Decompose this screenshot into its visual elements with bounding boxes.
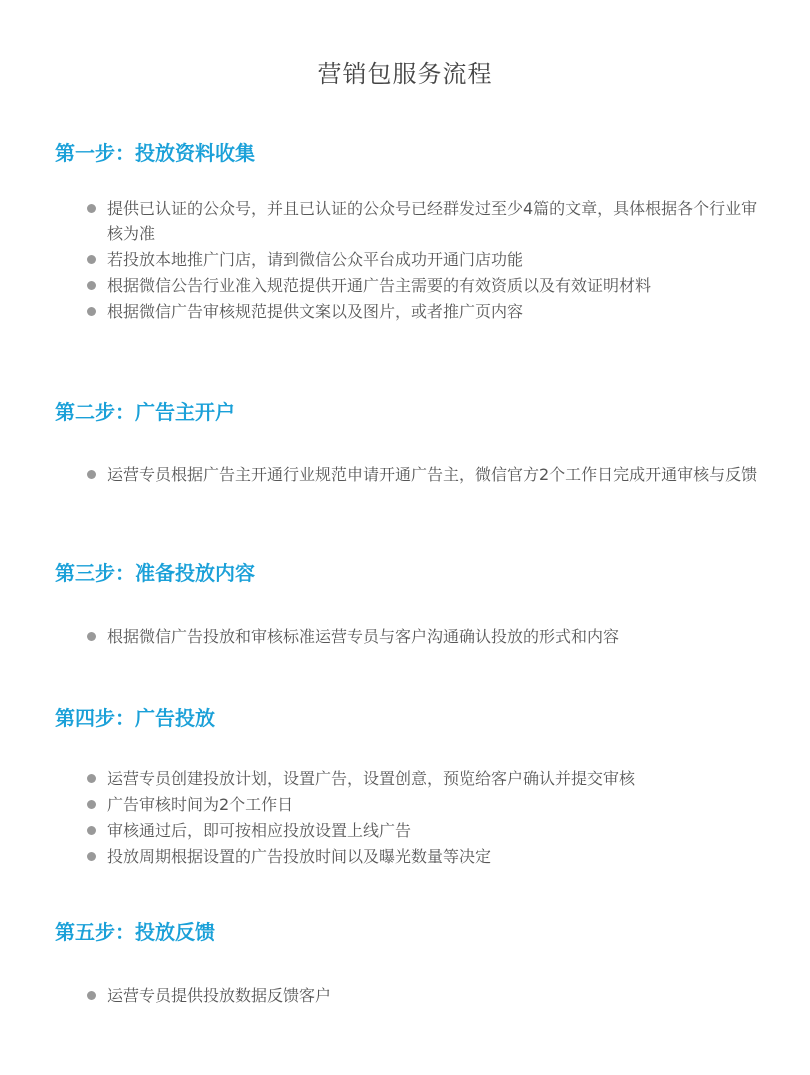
list-item-text: 广告审核时间为2个工作日	[107, 795, 294, 814]
step-1-list	[85, 196, 765, 325]
step-4-list	[85, 766, 765, 870]
list-item-text: 运营专员提供投放数据反馈客户	[107, 986, 332, 1005]
list-item-text: 提供已认证的公众号，并且已认证的公众号已经群发过至少4篇的文章，具体根据各个行业审核为准	[107, 199, 758, 243]
bullet-dot-icon	[87, 470, 96, 479]
list-item	[85, 818, 765, 843]
step-2-list	[85, 462, 765, 488]
step-5-list	[85, 983, 765, 1009]
list-item-text: 运营专员创建投放计划，设置广告，设置创意，预览给客户确认并提交审核	[107, 769, 636, 788]
step-2-heading: 第二步：广告主开户	[55, 400, 235, 424]
list-item	[85, 624, 765, 649]
bullet-dot-icon	[87, 281, 96, 290]
list-item	[85, 792, 765, 817]
list-item	[85, 273, 765, 298]
bullet-dot-icon	[87, 774, 96, 783]
bullet-dot-icon	[87, 255, 96, 264]
bullet-dot-icon	[87, 826, 96, 835]
list-item-text: 根据微信广告审核规范提供文案以及图片，或者推广页内容	[107, 302, 524, 321]
list-item-text: 根据微信广告投放和审核标准运营专员与客户沟通确认投放的形式和内容	[107, 627, 620, 646]
bullet-dot-icon	[87, 307, 96, 316]
bullet-dot-icon	[87, 852, 96, 861]
step-3-heading: 第三步：准备投放内容	[55, 561, 255, 585]
step-3-list	[85, 624, 765, 650]
list-item	[85, 299, 765, 324]
list-item-text: 根据微信公告行业准入规范提供开通广告主需要的有效资质以及有效证明材料	[107, 276, 652, 295]
bullet-dot-icon	[87, 800, 96, 809]
list-item	[85, 247, 765, 272]
list-item-text: 若投放本地推广门店，请到微信公众平台成功开通门店功能	[107, 250, 524, 269]
step-5-heading: 第五步：投放反馈	[55, 920, 215, 944]
bullet-dot-icon	[87, 632, 96, 641]
bullet-dot-icon	[87, 204, 96, 213]
list-item-text: 运营专员根据广告主开通行业规范申请开通广告主，微信官方2个工作日完成开通审核与反馈	[107, 465, 758, 484]
list-item	[85, 196, 765, 246]
list-item	[85, 983, 765, 1008]
step-1-heading: 第一步：投放资料收集	[55, 141, 255, 165]
list-item-text: 投放周期根据设置的广告投放时间以及曝光数量等决定	[107, 847, 492, 866]
list-item	[85, 766, 765, 791]
bullet-dot-icon	[87, 991, 96, 1000]
page-title: 营销包服务流程	[317, 60, 493, 88]
step-4-heading: 第四步：广告投放	[55, 706, 215, 730]
list-item-text: 审核通过后，即可按相应投放设置上线广告	[107, 821, 412, 840]
list-item	[85, 844, 765, 869]
list-item	[85, 462, 765, 487]
